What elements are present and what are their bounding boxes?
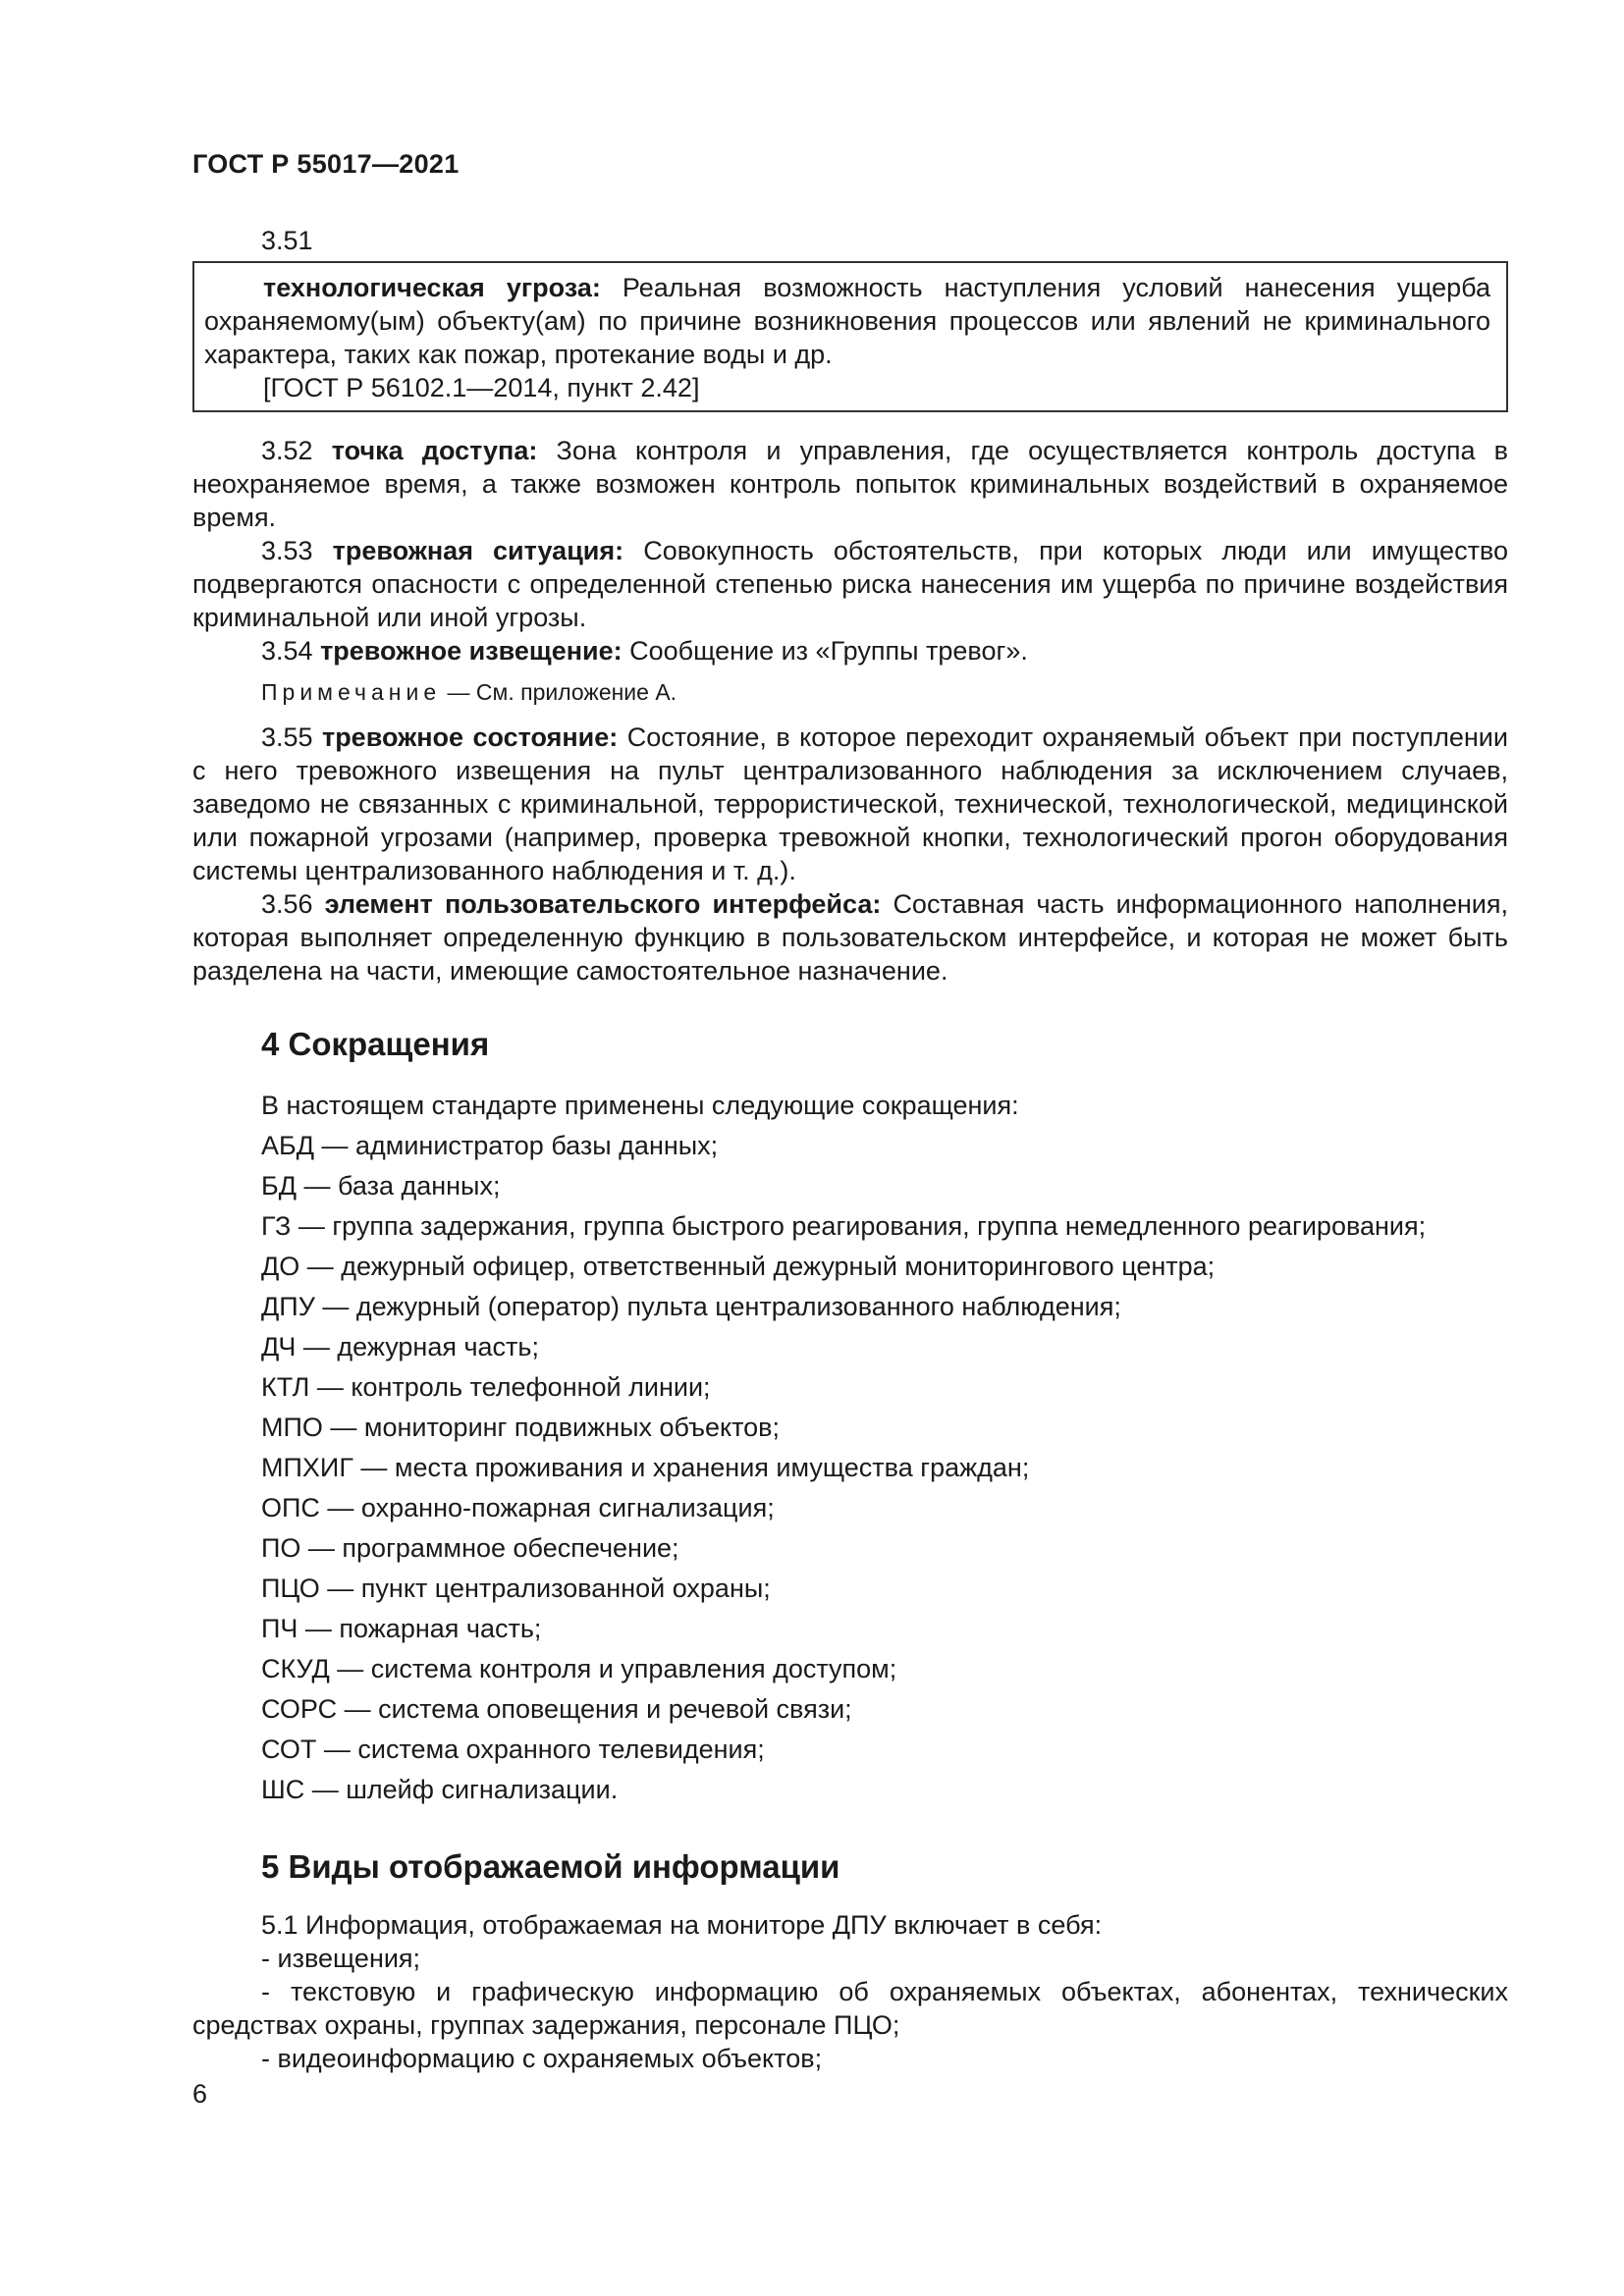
term-entry: 3.55 тревожное состояние: Состояние, в которое переходит охраняемый объект при поступлении с него тревожного извещения на пульт централизованного наблюдения за исключением случаев, заведомо не связанных с криминальной, террористической, технической, технологической, медицинской или пожарной угрозами (например, проверка тревожной кнопки, технологический прогон оборудования системы централизованного наблюдения и т. д.). — [192, 722, 1508, 885]
list-item: ДЧ — дежурная часть; — [261, 1332, 539, 1362]
list-item: ГЗ — группа задержания, группа быстрого реагирования, группа немедленного реагирования; — [261, 1211, 1427, 1241]
term-name: тревожное состояние: — [321, 722, 619, 752]
list-item: МПХИГ — места проживания и хранения имущества граждан; — [261, 1453, 1030, 1482]
term-name: точка доступа: — [331, 436, 538, 465]
term-entry: 3.52 точка доступа: Зона контроля и управления, где осуществляется контроль доступа в неохраняемое время, а также возможен контроль попыток криминальных воздействий в охраняемое время. — [192, 436, 1508, 532]
list-item: ДО — дежурный офицер, ответственный дежурный мониторингового центра; — [261, 1252, 1216, 1281]
list-item: МПО — мониторинг подвижных объектов; — [261, 1413, 781, 1442]
term-name: элемент пользовательского интерфейса: — [324, 889, 882, 919]
term-name: тревожное извещение: — [320, 636, 623, 666]
term-text: Реальная возможность наступления условий нанесения ущерба охраняемому(ым) объекту(ам) по причине возникновения процессов или явлений не криминального характера, таких как пожар, протекание воды и др. — [204, 273, 1490, 369]
list-item: - видеоинформацию с охраняемых объектов; — [261, 2044, 823, 2073]
list-item: - извещения; — [261, 1944, 421, 1973]
list-item: ПЧ — пожарная часть; — [261, 1614, 542, 1643]
term-source: [ГОСТ Р 56102.1—2014, пункт 2.42] — [263, 373, 700, 402]
paragraph-5-1: 5.1 Информация, отображаемая на мониторе ДПУ включает в себя: — [261, 1910, 1103, 1940]
document-header: ГОСТ Р 55017—2021 — [192, 149, 460, 179]
term-entry: 3.53 тревожная ситуация: Совокупность обстоятельств, при которых люди или имущество подвергаются опасности с определенной степенью риска нанесения им ущерба по причине воздействия криминальной или иной угрозы. — [192, 536, 1508, 632]
list-intro: В настоящем стандарте применены следующие сокращения: — [261, 1091, 1019, 1120]
section-5-title: 5 Виды отображаемой информации — [261, 1848, 840, 1885]
list-item: ШС — шлейф сигнализации. — [261, 1775, 619, 1804]
list-item: КТЛ — контроль телефонной линии; — [261, 1372, 711, 1402]
list-item: СКУД — система контроля и управления доступом; — [261, 1654, 897, 1683]
abbreviations-list — [192, 1086, 1508, 1810]
list-item: ДПУ — дежурный (оператор) пульта централизованного наблюдения; — [261, 1292, 1121, 1321]
list-item: АБД — администратор базы данных; — [261, 1131, 719, 1160]
term-number: 3.51 — [261, 226, 313, 255]
note — [261, 677, 1508, 707]
term-entry: 3.56 элемент пользовательского интерфейса: Составная часть информационного наполнения, которая выполняет определенную функцию в пользовательском интерфейсе, и которая не может быть разделена на части, имеющие самостоятельное назначение. — [192, 889, 1508, 986]
section-4-title: 4 Сокращения — [261, 1026, 490, 1062]
list-item: - текстовую и графическую информацию об охраняемых объектах, абонентах, технических средствах охраны, группах задержания, персонале ПЦО; — [192, 1977, 1508, 2040]
list-item: ПЦО — пункт централизованной охраны; — [261, 1574, 771, 1603]
list-item: ПО — программное обеспечение; — [261, 1533, 679, 1563]
list-item: БД — база данных; — [261, 1171, 501, 1201]
term-definition — [204, 271, 1490, 371]
list-item: ОПС — охранно-пожарная сигнализация; — [261, 1493, 775, 1522]
term-name: тревожная ситуация: — [332, 536, 624, 565]
quoted-definition-box — [192, 261, 1508, 412]
page-number: 6 — [192, 2079, 208, 2109]
section-5-content — [192, 1908, 1508, 2075]
term-entry: 3.54 тревожное извещение: Сообщение из «Группы тревог». — [261, 636, 1028, 666]
note-text: — См. приложение А. — [447, 679, 677, 705]
term-name: технологическая угроза: — [263, 273, 601, 302]
list-item: СОРС — система оповещения и речевой связи; — [261, 1694, 852, 1724]
page-content — [192, 224, 1508, 2075]
note-label: Примечание — [261, 679, 442, 705]
list-item: СОТ — система охранного телевидения; — [261, 1735, 765, 1764]
